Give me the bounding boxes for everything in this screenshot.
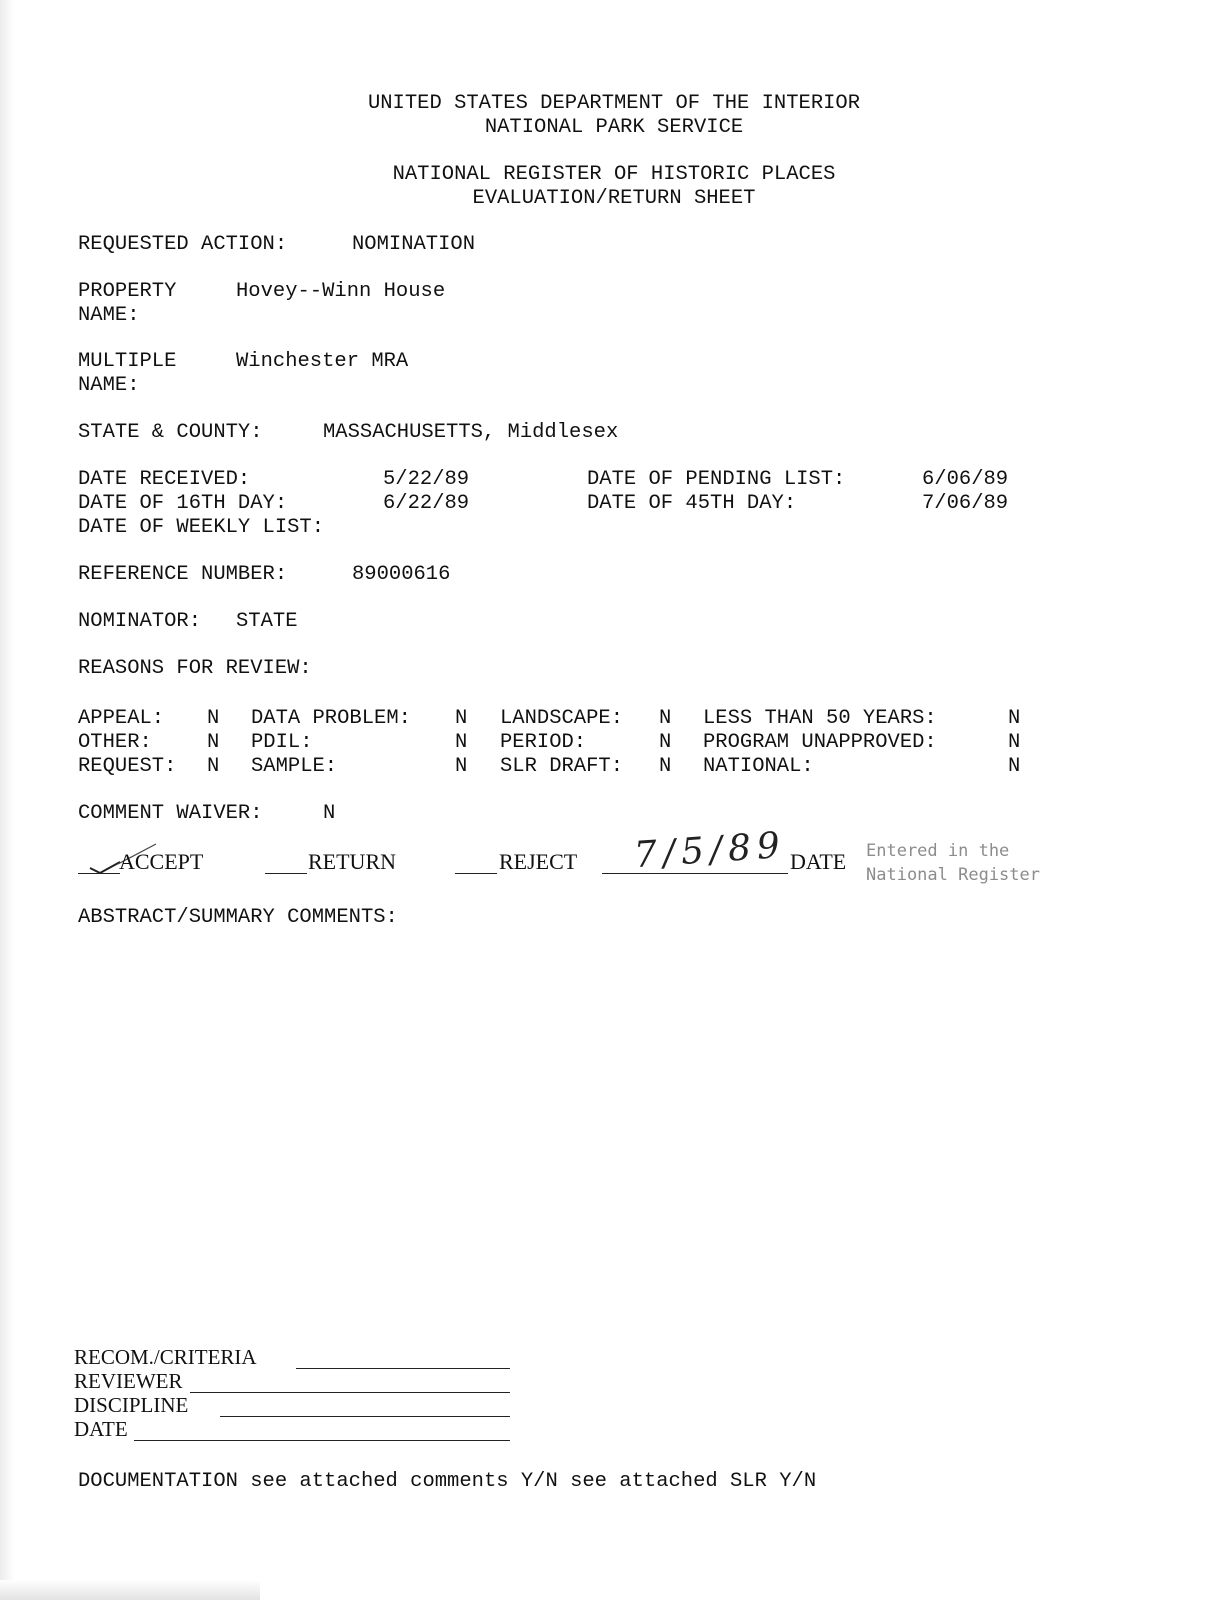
date-weekly-list-label: DATE OF WEEKLY LIST:: [78, 516, 325, 539]
handwritten-date: 7/5/89: [632, 824, 788, 877]
date-45th-day-value: 7/06/89: [922, 492, 1009, 515]
date-received-label: DATE RECEIVED:: [78, 468, 251, 491]
documentation-line: DOCUMENTATION see attached comments Y/N see attached SLR Y/N: [78, 1470, 817, 1493]
reason-other-value: N: [207, 731, 220, 754]
reason-appeal-label: APPEAL:: [78, 707, 165, 730]
reason-sample-label: SAMPLE:: [251, 755, 338, 778]
footer-date-label: DATE: [74, 1417, 128, 1441]
date-45th-day-label: DATE OF 45TH DAY:: [587, 492, 797, 515]
decision-date-line[interactable]: [602, 873, 788, 874]
reason-data-problem-value: N: [455, 707, 468, 730]
state-county-value: MASSACHUSETTS, Middlesex: [323, 421, 619, 444]
entered-stamp-line2: National Register: [866, 865, 1040, 885]
reference-number-label: REFERENCE NUMBER:: [78, 563, 288, 586]
reason-landscape-label: LANDSCAPE:: [500, 707, 624, 730]
date-16th-day-value: 6/22/89: [383, 492, 470, 515]
discipline-label: DISCIPLINE: [74, 1393, 189, 1417]
discipline-field[interactable]: [220, 1416, 510, 1417]
reason-appeal-value: N: [207, 707, 220, 730]
reason-landscape-value: N: [659, 707, 672, 730]
entered-stamp-line1: Entered in the: [866, 841, 1010, 861]
property-name-value: Hovey--Winn House: [236, 280, 446, 303]
reason-request-label: REQUEST:: [78, 755, 177, 778]
reason-other-label: OTHER:: [78, 731, 152, 754]
reviewer-field[interactable]: [190, 1392, 510, 1393]
reason-slr-draft-value: N: [659, 755, 672, 778]
comment-waiver-value: N: [323, 802, 336, 825]
reject-blank[interactable]: [455, 873, 497, 874]
multiple-label: MULTIPLE: [78, 350, 177, 373]
footer-date-field[interactable]: [134, 1440, 510, 1441]
multiple-name-label: NAME:: [78, 374, 140, 397]
reason-slr-draft-label: SLR DRAFT:: [500, 755, 624, 778]
state-county-label: STATE & COUNTY:: [78, 421, 263, 444]
agency-title: UNITED STATES DEPARTMENT OF THE INTERIOR: [367, 92, 861, 115]
sheet-title: EVALUATION/RETURN SHEET: [472, 187, 756, 210]
reason-less-than-50-value: N: [1008, 707, 1021, 730]
reason-less-than-50-label: LESS THAN 50 YEARS:: [703, 707, 937, 730]
scan-corner-shadow: [0, 1580, 260, 1600]
comment-waiver-label: COMMENT WAIVER:: [78, 802, 263, 825]
reasons-for-review-label: REASONS FOR REVIEW:: [78, 657, 312, 680]
reason-period-label: PERIOD:: [500, 731, 587, 754]
return-option[interactable]: RETURN: [308, 849, 396, 874]
property-label: PROPERTY: [78, 280, 177, 303]
reason-pdil-label: PDIL:: [251, 731, 313, 754]
date-pending-list-value: 6/06/89: [922, 468, 1009, 491]
agency-subtitle: NATIONAL PARK SERVICE: [484, 116, 744, 139]
abstract-comments-label: ABSTRACT/SUMMARY COMMENTS:: [78, 906, 398, 929]
decision-date-label: DATE: [790, 849, 847, 874]
recom-criteria-label: RECOM./CRITERIA: [74, 1345, 257, 1369]
reason-pdil-value: N: [455, 731, 468, 754]
reason-sample-value: N: [455, 755, 468, 778]
reviewer-label: REVIEWER: [74, 1369, 183, 1393]
reason-program-unapproved-label: PROGRAM UNAPPROVED:: [703, 731, 937, 754]
multiple-name-value: Winchester MRA: [236, 350, 409, 373]
reject-option[interactable]: REJECT: [499, 849, 578, 874]
requested-action-label: REQUESTED ACTION:: [78, 233, 288, 256]
reference-number-value: 89000616: [352, 563, 451, 586]
date-received-value: 5/22/89: [383, 468, 470, 491]
nominator-value: STATE: [236, 610, 298, 633]
date-pending-list-label: DATE OF PENDING LIST:: [587, 468, 846, 491]
return-blank[interactable]: [265, 873, 307, 874]
reason-program-unapproved-value: N: [1008, 731, 1021, 754]
reason-national-label: NATIONAL:: [703, 755, 814, 778]
recom-criteria-field[interactable]: [296, 1368, 510, 1369]
property-name-label: NAME:: [78, 304, 140, 327]
requested-action-value: NOMINATION: [352, 233, 476, 256]
date-16th-day-label: DATE OF 16TH DAY:: [78, 492, 288, 515]
reason-request-value: N: [207, 755, 220, 778]
reason-data-problem-label: DATA PROBLEM:: [251, 707, 411, 730]
accept-option[interactable]: ACCEPT: [119, 849, 204, 874]
register-title: NATIONAL REGISTER OF HISTORIC PLACES: [392, 163, 836, 186]
nominator-label: NOMINATOR:: [78, 610, 202, 633]
scan-edge-shadow: [0, 0, 14, 1600]
reason-period-value: N: [659, 731, 672, 754]
reason-national-value: N: [1008, 755, 1021, 778]
